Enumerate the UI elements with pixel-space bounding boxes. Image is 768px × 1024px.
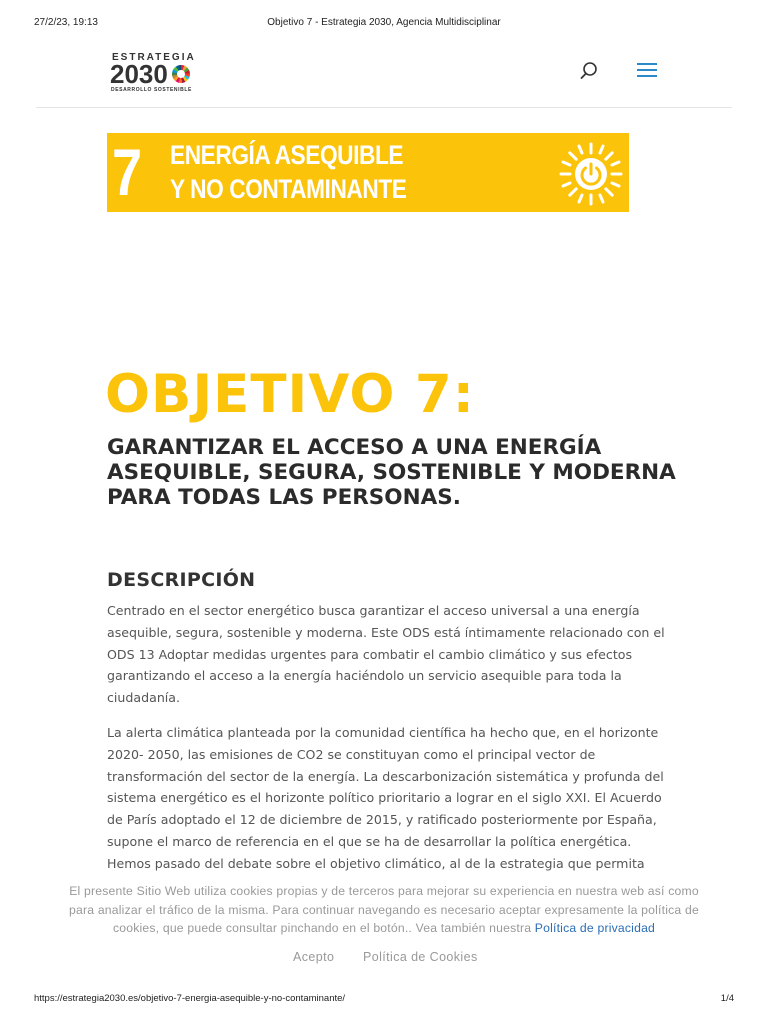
logo-top-text: ESTRATEGIA [112,52,196,63]
search-button[interactable] [578,60,600,82]
accept-cookies-button[interactable]: Acepto [293,950,335,964]
logo-number: 2030 [110,59,168,89]
page-subtitle: GARANTIZAR EL ACCESO A UNA ENERGÍA ASEQUIBLE, SEGURA, SOSTENIBLE Y MODERNA PARA TODAS LAS PERSONAS. [107,435,676,510]
print-datetime: 27/2/23, 19:13 [34,17,98,28]
description-paragraph-1: Centrado en el sector energético busca garantizar el acceso universal a una energía asequible, segura, sostenible y moderna. Este ODS está íntimamente relacionado con el ODS 13 Adoptar medidas urgentes para combatir el cambio climático y sus efectos garantizando el acceso a la energía haciéndolo un servicio asequible para toda la ciudadanía. [107,603,665,706]
cookie-banner [0,872,768,982]
print-page-title: Objetivo 7 - Estrategia 2030, Agencia Multidisciplinar [267,17,501,28]
print-page-number: 1/4 [720,993,734,1004]
sun-power-icon [558,141,624,207]
banner-line-1: ENERGÍA ASEQUIBLE [170,140,404,170]
menu-button[interactable] [635,60,659,80]
logo-bottom-text: DESARROLLO SOSTENIBLE [111,87,192,93]
cookie-notice-text: El presente Sitio Web utiliza cookies propias y de terceros para mejorar su experiencia en nuestra web así como para analizar el tráfico de la misma. Para continuar navegando es necesario aceptar expresamente la política de cookies, que puede consultar pinchando en el botón.. Vea también nuestra [69,884,699,935]
sdg-wheel-icon [172,65,190,83]
banner-number: 7 [112,135,141,209]
privacy-policy-link[interactable]: Política de privacidad [534,921,656,935]
description-paragraph-2: La alerta climática planteada por la comunidad científica ha hecho que, en el horizonte 2020- 2050, las emisiones de CO2 se constituyan como el principal vector de transformación del sector de la energía. La descarbonización sistemática y profunda del sistema energético es el horizonte político prioritario a lograr en el siglo XXI. El Acuerdo de París adoptado el 12 de diciembre de 2015, y ratificado posteriormente por España, supone el marco de referencia en el que se ha de desarrollar la política energética. Hemos pasado del debate sobre el objetivo climático, al de la estrategia que permita [107,725,664,871]
cookie-notice [62,882,706,938]
description-heading: DESCRIPCIÓN [107,569,256,591]
print-header [0,0,768,34]
search-icon [578,60,600,82]
site-logo[interactable] [110,52,200,94]
print-url: https://estrategia2030.es/objetivo-7-energia-asequible-y-no-contaminante/ [34,993,346,1004]
banner-line-2: Y NO CONTAMINANTE [170,174,407,204]
hamburger-menu-icon [637,63,657,65]
page-title: OBJETIVO 7: [105,364,475,425]
sdg-7-banner [107,133,629,212]
site-header [36,48,732,108]
cookie-policy-link[interactable]: Política de Cookies [363,950,478,964]
